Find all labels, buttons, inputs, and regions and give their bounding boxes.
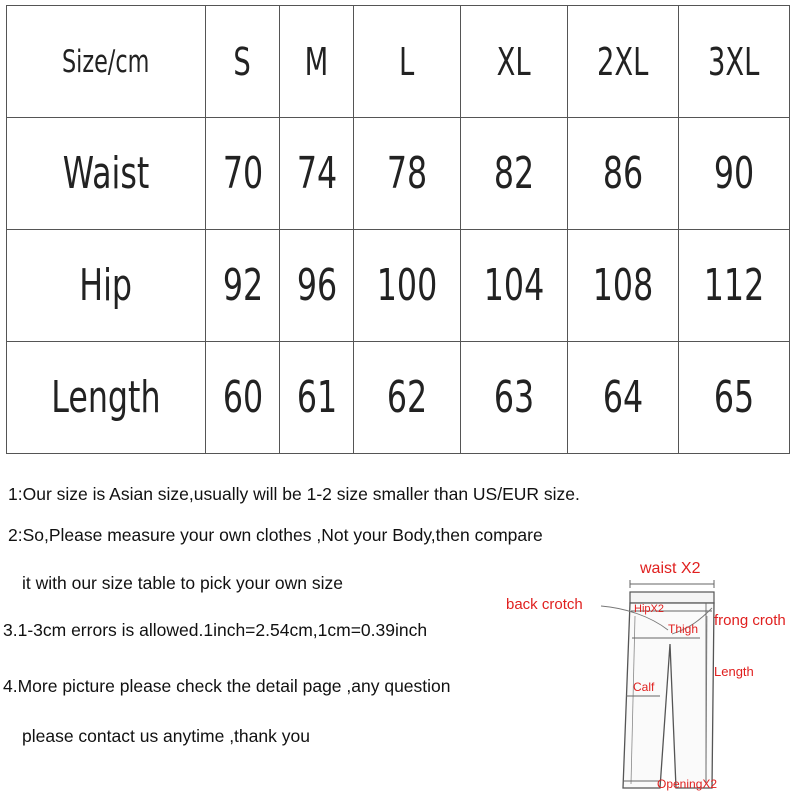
row-label-waist: Waist xyxy=(62,148,150,199)
header-label-cell xyxy=(7,6,206,118)
cell-value: 90 xyxy=(713,148,755,199)
header-size-cell xyxy=(354,6,461,118)
cell-value: 60 xyxy=(222,372,263,423)
row-label-cell xyxy=(7,118,206,230)
waist-label: waist X2 xyxy=(640,560,701,577)
table-cell xyxy=(568,230,679,342)
table-cell xyxy=(679,342,790,454)
size-2xl: 2XL xyxy=(597,39,649,84)
note-line-2: 2:So,Please measure your own clothes ,Not your Body,then compare xyxy=(8,525,543,545)
cell-value: 92 xyxy=(222,260,263,311)
header-size-cell xyxy=(280,6,354,118)
table-cell xyxy=(679,230,790,342)
calf-label: Calf xyxy=(633,680,655,694)
header-label: Size/cm xyxy=(62,43,150,80)
header-size-cell xyxy=(568,6,679,118)
table-cell xyxy=(568,118,679,230)
note-line-6: please contact us anytime ,thank you xyxy=(22,726,310,746)
note-line-3: it with our size table to pick your own size xyxy=(22,573,343,593)
table-cell xyxy=(206,342,280,454)
table-row-waist xyxy=(7,118,790,230)
size-3xl: 3XL xyxy=(708,39,760,84)
size-table xyxy=(6,5,790,454)
cell-value: 78 xyxy=(386,148,428,199)
cell-value: 104 xyxy=(483,260,545,311)
front-crotch-label: frong croth xyxy=(714,612,786,629)
table-cell xyxy=(461,230,568,342)
note-line-4: 3.1-3cm errors is allowed.1inch=2.54cm,1cm=0.39inch xyxy=(3,620,428,640)
table-cell xyxy=(568,342,679,454)
table-cell xyxy=(280,230,354,342)
size-m: M xyxy=(304,39,329,84)
row-label-cell xyxy=(7,342,206,454)
cell-value: 70 xyxy=(222,148,263,199)
pants-measurement-diagram xyxy=(500,556,800,796)
cell-value: 96 xyxy=(296,260,337,311)
table-cell xyxy=(461,342,568,454)
thigh-label: Thigh xyxy=(668,622,699,636)
table-header-row xyxy=(7,6,790,118)
note-line-5: 4.More picture please check the detail page ,any question xyxy=(3,676,451,696)
pants-drawing xyxy=(500,556,800,796)
cell-value: 112 xyxy=(703,260,765,311)
cell-value: 62 xyxy=(386,372,428,423)
table-cell xyxy=(280,342,354,454)
table-cell xyxy=(679,118,790,230)
table-cell xyxy=(354,342,461,454)
table-row-hip xyxy=(7,230,790,342)
table-cell xyxy=(206,118,280,230)
cell-value: 65 xyxy=(713,372,755,423)
header-size-cell xyxy=(679,6,790,118)
row-label-hip: Hip xyxy=(79,260,133,311)
table-cell xyxy=(354,118,461,230)
opening-label: OpeningX2 xyxy=(657,777,718,791)
size-xl: XL xyxy=(496,39,531,84)
size-s: S xyxy=(233,39,252,84)
cell-value: 63 xyxy=(493,372,535,423)
cell-value: 61 xyxy=(296,372,337,423)
table-cell xyxy=(354,230,461,342)
table-cell xyxy=(280,118,354,230)
hip-label: HipX2 xyxy=(634,603,664,615)
cell-value: 86 xyxy=(602,148,644,199)
table-cell xyxy=(461,118,568,230)
note-line-1: 1:Our size is Asian size,usually will be 1-2 size smaller than US/EUR size. xyxy=(8,484,580,504)
size-l: L xyxy=(399,39,415,84)
table-row-length xyxy=(7,342,790,454)
cell-value: 82 xyxy=(493,148,535,199)
table-cell xyxy=(206,230,280,342)
header-size-cell xyxy=(461,6,568,118)
back-crotch-label: back crotch xyxy=(506,596,583,613)
cell-value: 64 xyxy=(602,372,644,423)
header-size-cell xyxy=(206,6,280,118)
row-label-cell xyxy=(7,230,206,342)
row-label-length: Length xyxy=(51,372,161,423)
cell-value: 74 xyxy=(296,148,337,199)
length-label: Length xyxy=(714,664,754,679)
cell-value: 100 xyxy=(376,260,438,311)
cell-value: 108 xyxy=(592,260,654,311)
